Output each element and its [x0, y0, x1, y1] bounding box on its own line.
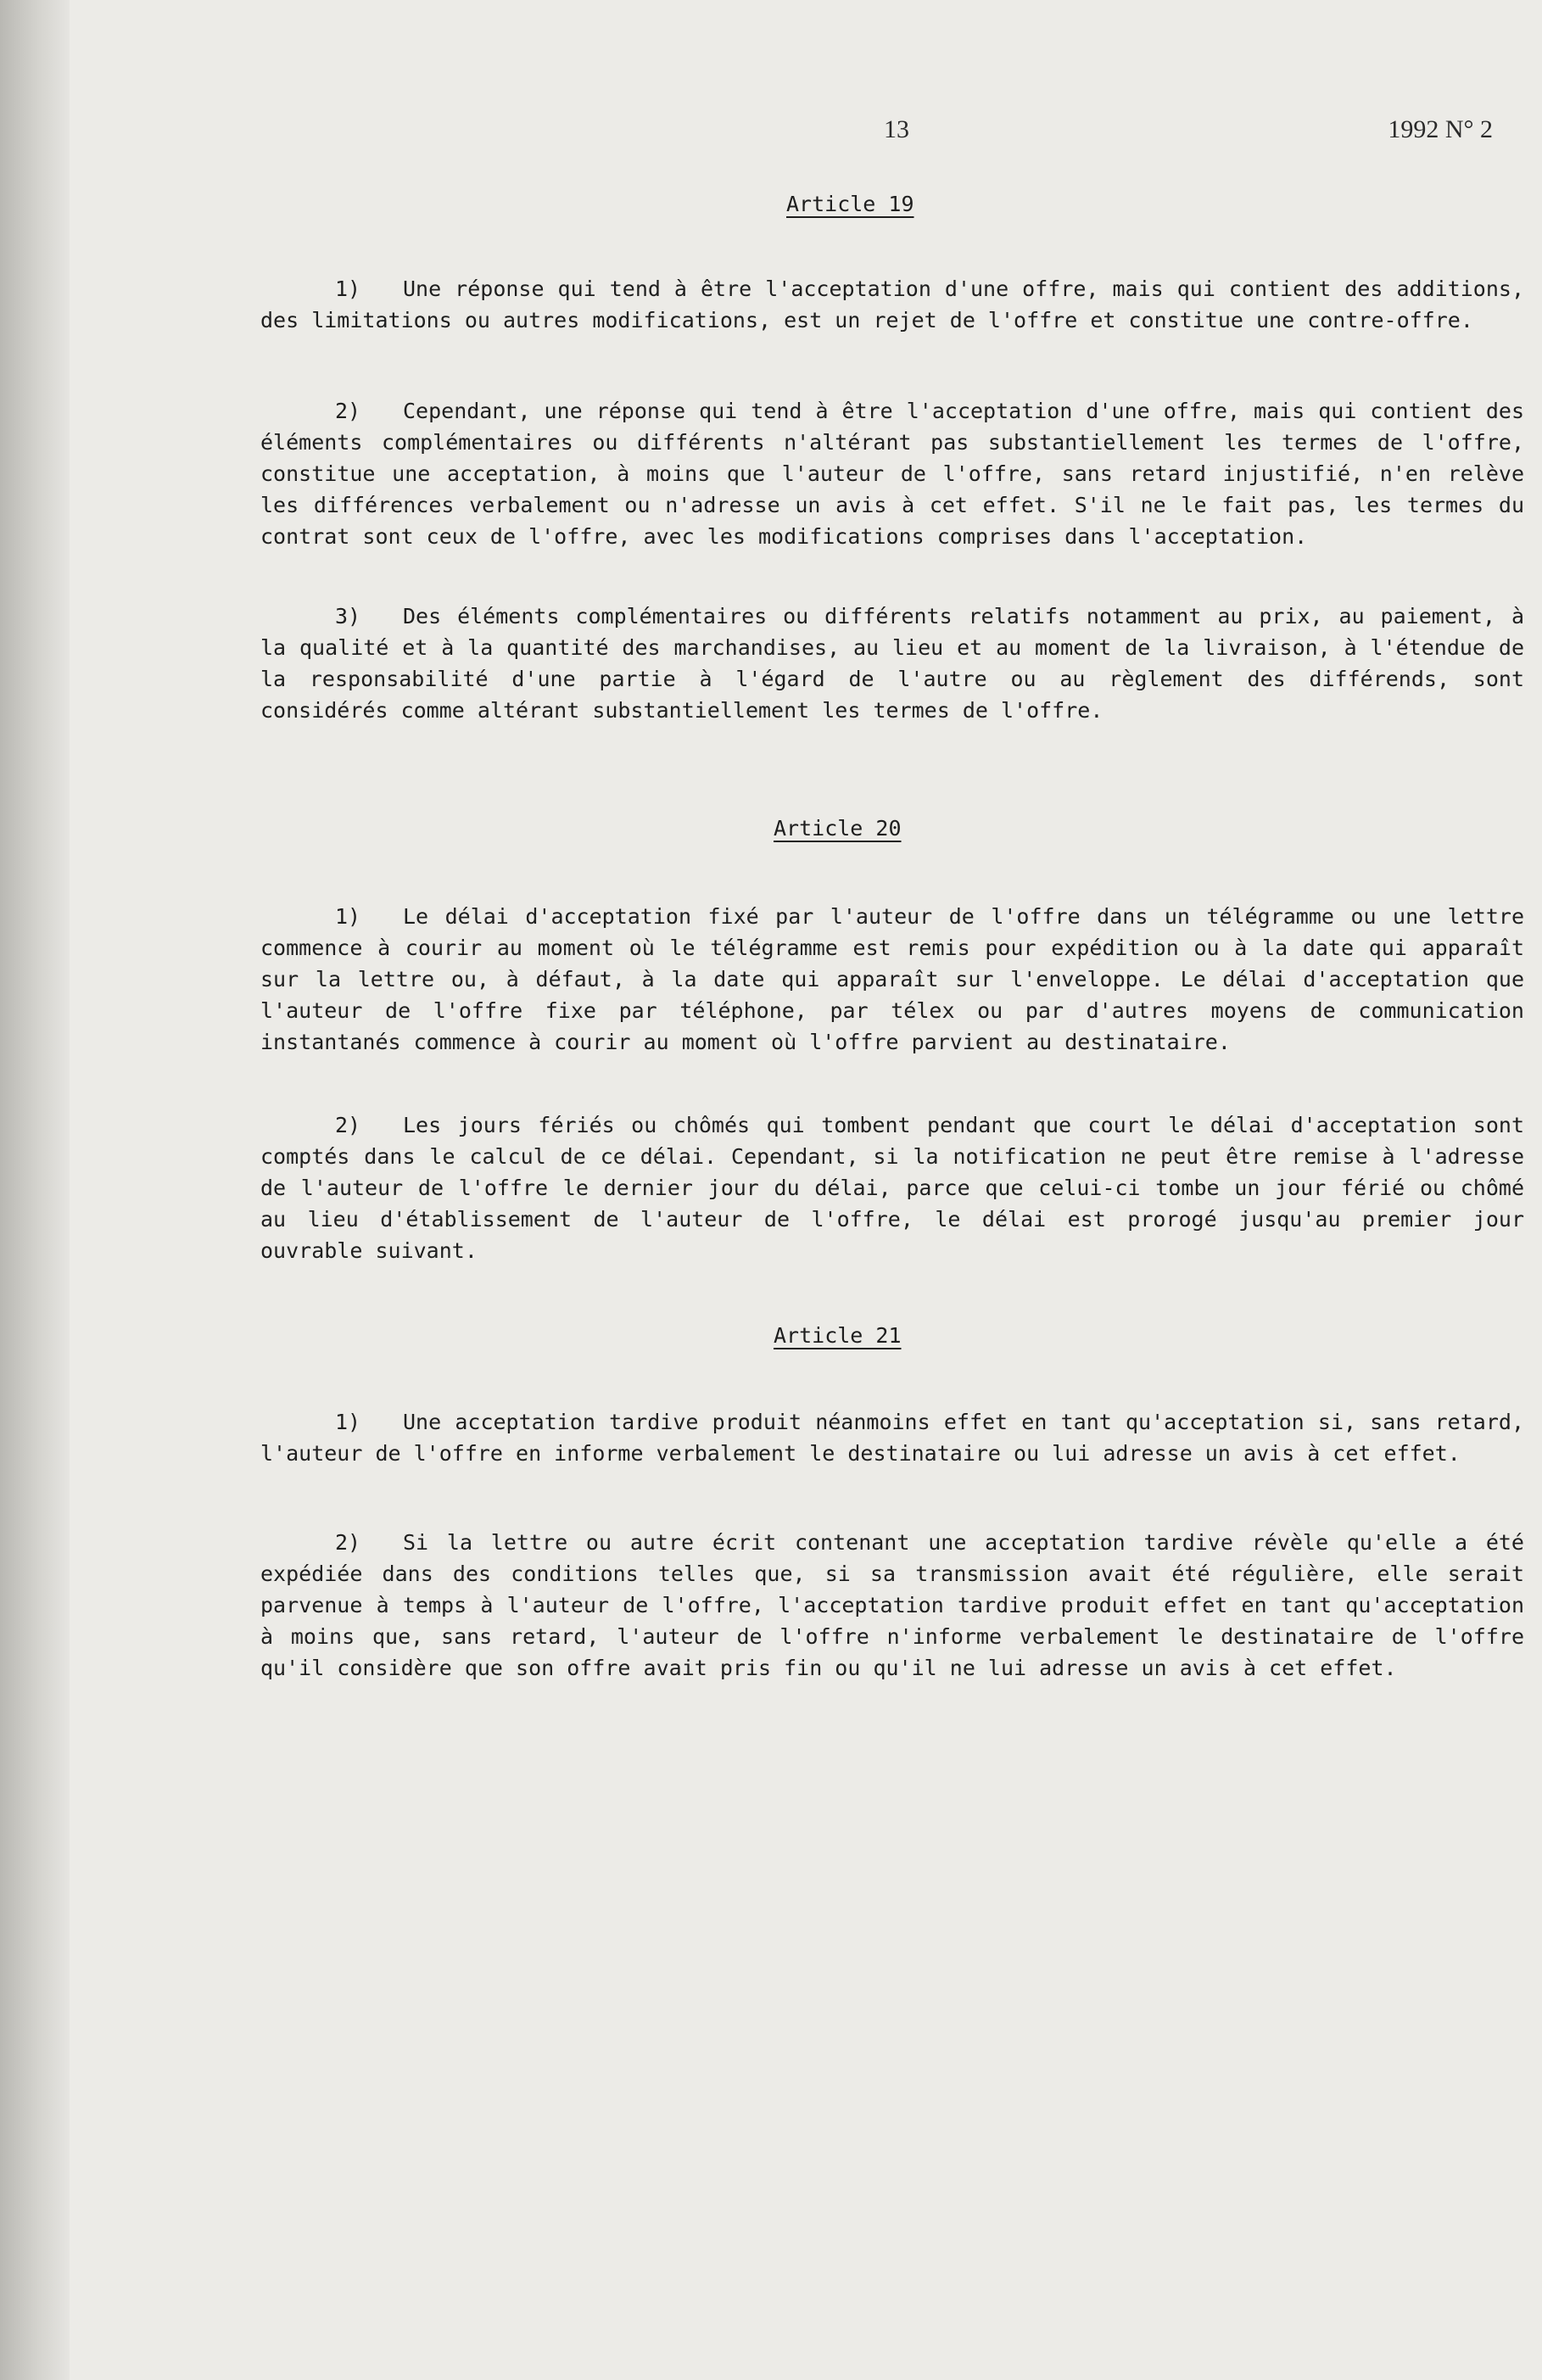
document-page [70, 0, 1542, 2380]
article-19-paragraph-3 [260, 601, 1524, 726]
paragraph-number: 1) [335, 1410, 361, 1434]
paragraph-number: 1) [335, 277, 361, 301]
paragraph-text: Si la lettre ou autre écrit contenant une acceptation tardive révèle qu'elle a été expédiée dans des conditions telles que, si sa transmission avait été régulière, elle serait parvenue à temps à l'auteur de l'offre, l'acceptation tardive produit effet en tant qu'acceptation à moins que, sans retard, l'auteur de l'offre n'informe verbalement le destinataire de l'offre qu'il considère que son offre avait pris fin ou qu'il ne lui adresse un avis à cet effet. [260, 1530, 1524, 1680]
paragraph-text: Des éléments complémentaires ou différents relatifs notamment au prix, au paiement, à la qualité et à la quantité des marchandises, au lieu et au moment de la livraison, à l'étendue de la responsabilité d'une partie à l'égard de l'autre ou au règlement des différends, sont considérés comme altérant substantiellement les termes de l'offre. [260, 604, 1524, 723]
article-21-paragraph-2 [260, 1527, 1524, 1684]
article-19-paragraph-1 [260, 273, 1524, 336]
article-20-title: Article 20 [774, 816, 902, 841]
paragraph-number: 2) [335, 1530, 361, 1555]
article-20-paragraph-2 [260, 1109, 1524, 1266]
paragraph-text: Les jours fériés ou chômés qui tombent pendant que court le délai d'acceptation sont comptés dans le calcul de ce délai. Cependant, si la notification ne peut être remise à l'adresse de l'auteur de l'offre le dernier jour du délai, parce que celui-ci tombe un jour férié ou chômé au lieu d'établissement de l'auteur de l'offre, le délai est prorogé jusqu'au premier jour ouvrable suivant. [260, 1113, 1524, 1263]
paragraph-text: Une acceptation tardive produit néanmoins effet en tant qu'acceptation si, sans retard, l'auteur de l'offre en informe verbalement le destinataire ou lui adresse un avis à cet effet. [260, 1410, 1524, 1466]
article-21-title: Article 21 [774, 1323, 902, 1348]
article-21-paragraph-1 [260, 1406, 1524, 1469]
page-gutter-shadow [0, 0, 70, 2380]
page-number: 13 [884, 115, 909, 143]
article-20-paragraph-1 [260, 901, 1524, 1058]
paragraph-number: 2) [335, 1113, 361, 1137]
paragraph-text: Cependant, une réponse qui tend à être l'acceptation d'une offre, mais qui contient des éléments complémentaires ou différents n'altérant pas substantiellement les termes de l'offre, constitue une acceptation, à moins que l'auteur de l'offre, sans retard injustifié, n'en relève les différences verbalement ou n'adresse un avis à cet effet. S'il ne le fait pas, les termes du contrat sont ceux de l'offre, avec les modifications comprises dans l'acceptation. [260, 399, 1524, 549]
article-19-title: Article 19 [786, 192, 914, 216]
paragraph-text: Une réponse qui tend à être l'acceptation d'une offre, mais qui contient des additions, des limitations ou autres modifications, est un rejet de l'offre et constitue une contre-offre. [260, 277, 1524, 332]
paragraph-number: 3) [335, 604, 361, 629]
paragraph-number: 2) [335, 399, 361, 423]
paragraph-number: 1) [335, 904, 361, 929]
issue-reference: 1992 N° 2 [1388, 115, 1493, 143]
article-19-paragraph-2 [260, 395, 1524, 552]
paragraph-text: Le délai d'acceptation fixé par l'auteur de l'offre dans un télégramme ou une lettre commence à courir au moment où le télégramme est remis pour expédition ou à la date qui apparaît sur la lettre ou, à défaut, à la date qui apparaît sur l'enveloppe. Le délai d'acceptation que l'auteur de l'offre fixe par téléphone, par télex ou par d'autres moyens de communication instantanés commence à courir au moment où l'offre parvient au destinataire. [260, 904, 1524, 1054]
